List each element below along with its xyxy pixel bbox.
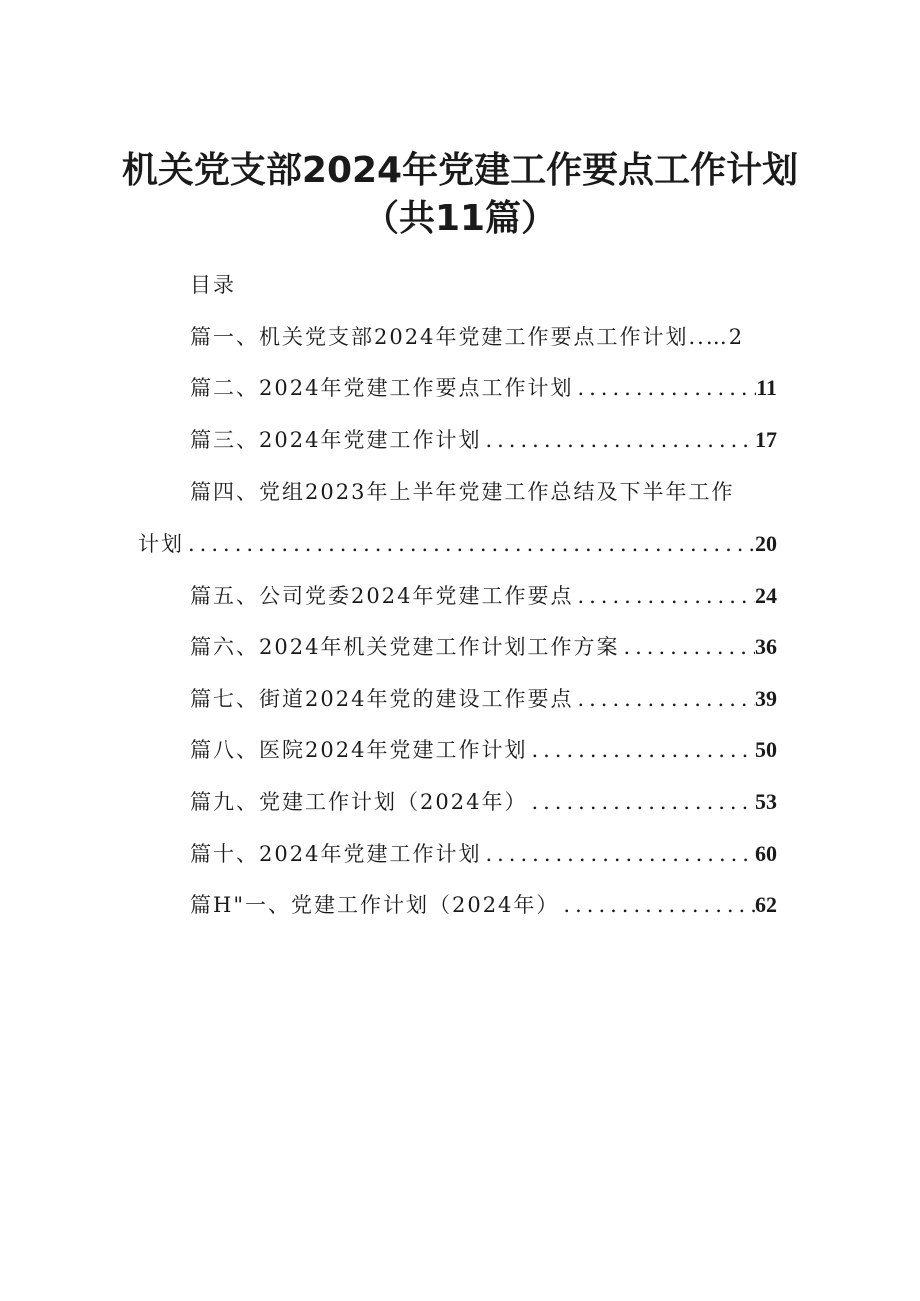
toc-entry[interactable] (190, 372, 777, 402)
toc-entry-page: 17 (755, 427, 777, 452)
toc-entry-label: 篇二、2024年党建工作要点工作计划 (190, 376, 574, 400)
toc-entry[interactable] (190, 424, 777, 454)
toc-entry-label: 篇H"一、党建工作计划（2024年） (190, 893, 560, 917)
toc-entry[interactable] (190, 321, 777, 351)
toc-entry-label: 篇五、公司党委2024年党建工作要点 (190, 584, 574, 608)
toc-entry-page: 60 (755, 841, 777, 866)
toc-leader (481, 842, 755, 866)
toc-entry[interactable] (190, 476, 750, 506)
document-title: 机关党支部2024年党建工作要点工作计划 (121, 150, 799, 191)
toc-entry-page: ..…2 (688, 325, 745, 349)
toc-entry[interactable] (190, 631, 777, 661)
toc-entry-page: 62 (755, 892, 777, 917)
toc-heading: 目录 (190, 273, 236, 297)
toc-entry[interactable] (190, 683, 777, 713)
toc-leader (573, 584, 755, 608)
toc-entry[interactable] (190, 786, 777, 816)
toc-entry-page: 50 (755, 737, 777, 762)
toc-entry-continuation[interactable] (138, 528, 777, 558)
toc-entry-label: 篇四、党组2023年上半年党建工作总结及下半年工作 (190, 480, 735, 504)
toc-entry[interactable] (190, 838, 777, 868)
toc-entry-label: 篇一、机关党支部2024年党建工作要点工作计划 (190, 325, 689, 349)
toc-entry-label: 篇九、党建工作计划（2024年） (190, 790, 528, 814)
toc-entry-page: 20 (755, 531, 777, 556)
toc-entry-page: 11 (756, 375, 777, 400)
toc-leader (573, 376, 756, 400)
toc-entry-page: 39 (755, 686, 777, 711)
toc-entry-page: 24 (755, 583, 777, 608)
toc-leader (481, 428, 755, 452)
toc-entry-page: 36 (755, 634, 777, 659)
document-subtitle: （共11篇） (362, 198, 558, 239)
toc-entry[interactable] (190, 734, 777, 764)
toc-entry-label: 篇七、街道2024年党的建设工作要点 (190, 687, 574, 711)
toc-leader (559, 893, 755, 917)
toc-entry-label: 篇八、医院2024年党建工作计划 (190, 738, 528, 762)
toc-leader (573, 687, 755, 711)
toc-entry-label: 篇六、2024年机关党建工作计划工作方案 (190, 635, 620, 659)
toc-entry-label: 篇十、2024年党建工作计划 (190, 842, 482, 866)
toc-entry-label: 篇三、2024年党建工作计划 (190, 428, 482, 452)
toc-entry[interactable] (190, 889, 777, 919)
toc-entry-label-continuation: 计划 (138, 532, 184, 556)
toc-leader (527, 790, 755, 814)
toc-entry-page: 53 (755, 789, 777, 814)
toc-leader (619, 635, 755, 659)
toc-leader (527, 738, 755, 762)
toc-leader (184, 532, 755, 556)
toc-entry[interactable] (190, 580, 777, 610)
